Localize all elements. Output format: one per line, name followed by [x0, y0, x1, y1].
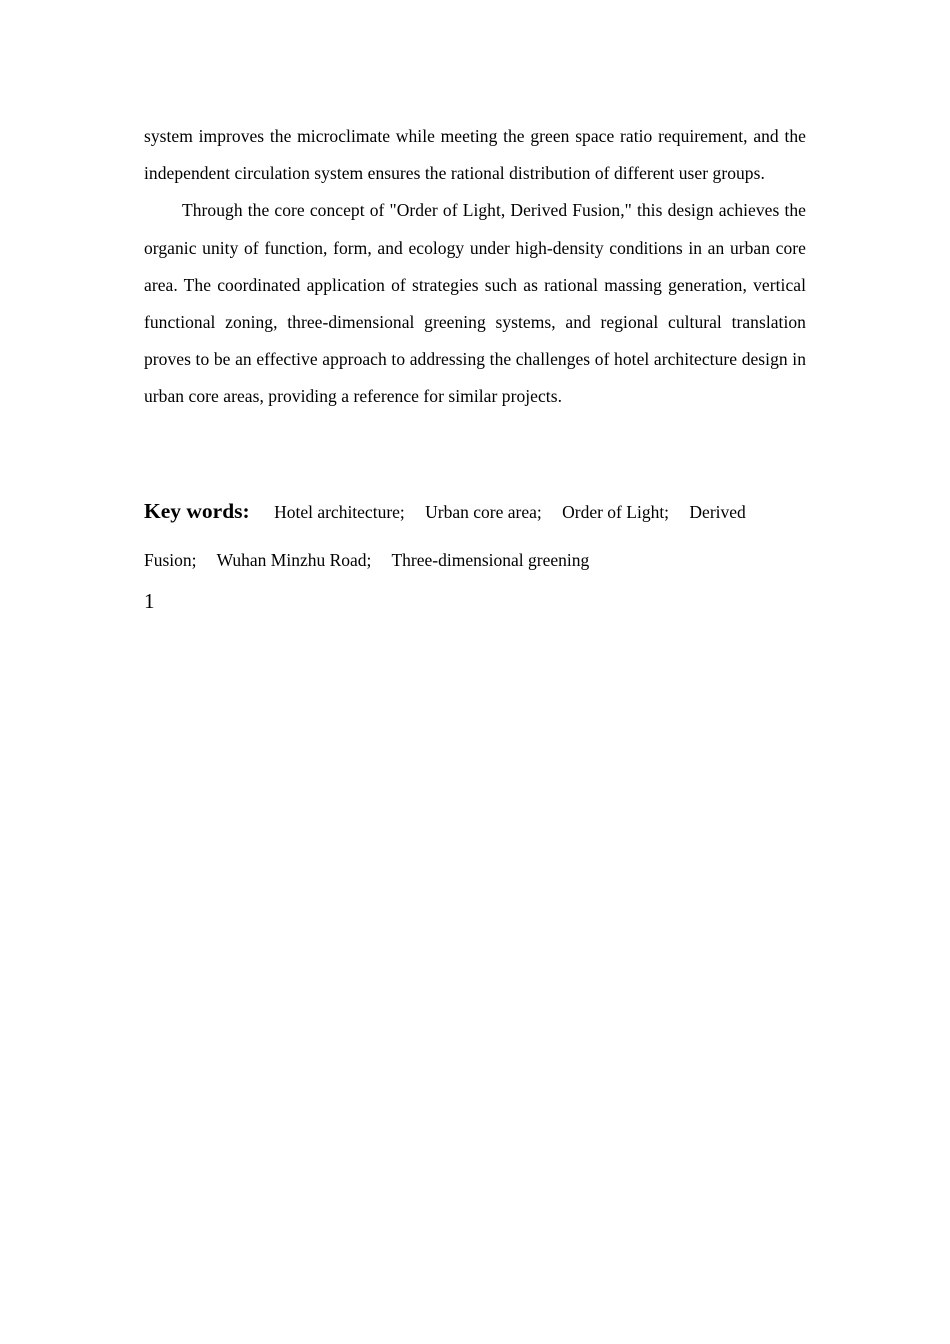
keywords-section — [144, 487, 806, 584]
keyword-item: Hotel architecture; — [274, 501, 405, 522]
keyword-item: Derived Fusion; — [144, 501, 746, 570]
keyword-item: Wuhan Minzhu Road; — [216, 549, 372, 570]
page-number: 1 — [144, 588, 155, 613]
keywords-label: Key words: — [144, 498, 250, 523]
keyword-item: Order of Light; — [562, 501, 670, 522]
keyword-item: Three-dimensional greening — [391, 549, 590, 570]
document-body — [144, 118, 806, 616]
body-paragraph: Through the core concept of "Order of Light, Derived Fusion," this design achieves the organic unity of function, form, and ecology under high-density conditions in an urban core area. The coordinated application of strategies such as rational massing generation, vertical functional zoning, three-dimensional greening systems, and regional cultural translation proves to be an effective approach to addressing the challenges of hotel architecture design in urban core areas, providing a reference for similar projects. — [144, 200, 806, 407]
body-paragraph: system improves the microclimate while meeting the green space ratio requirement, and the independent circulation system ensures the rational distribution of different user groups. — [144, 126, 806, 184]
keyword-item: Urban core area; — [425, 501, 542, 522]
